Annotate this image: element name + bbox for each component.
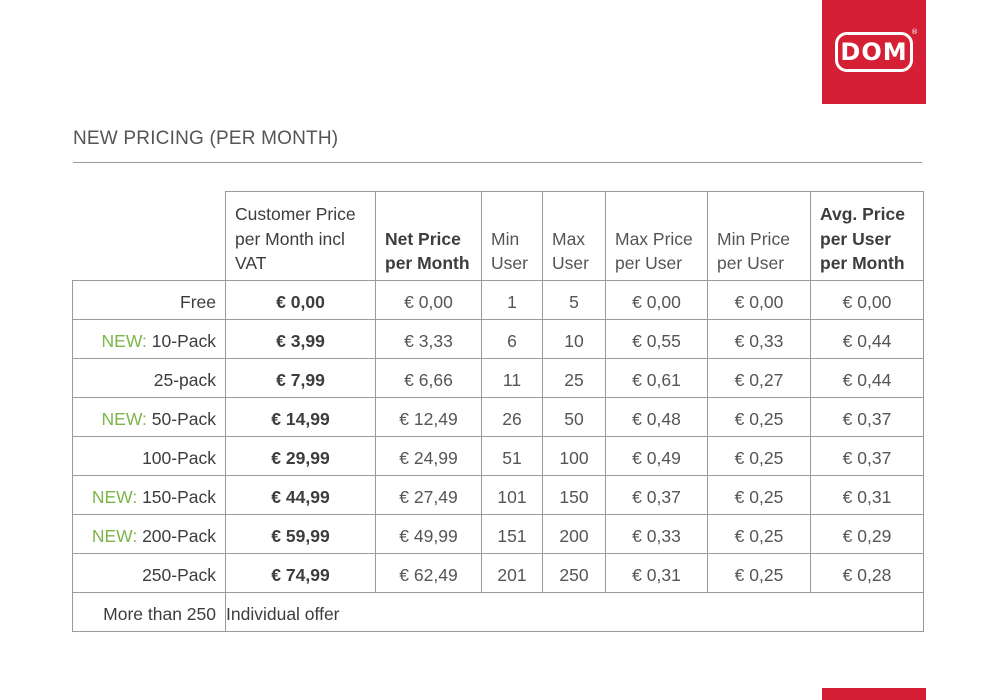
title-divider <box>73 162 922 163</box>
net-price-cell: € 6,66 <box>376 358 482 397</box>
net-price-cell: € 27,49 <box>376 475 482 514</box>
new-badge: NEW: <box>101 408 147 429</box>
max-price-user-cell: € 0,33 <box>606 514 708 553</box>
header-row <box>73 192 924 281</box>
plan-name: 150-Pack <box>142 486 216 507</box>
plan-name: 250-Pack <box>142 564 216 585</box>
table-row <box>73 319 924 358</box>
max-user-cell: 100 <box>543 436 606 475</box>
max-price-user-cell: € 0,31 <box>606 553 708 592</box>
logo-text: DOM <box>840 38 908 66</box>
dom-logo-badge <box>835 28 919 72</box>
plan-label <box>73 397 226 436</box>
customer-price-cell: € 14,99 <box>226 397 376 436</box>
plan-name: 10-Pack <box>151 330 216 351</box>
min-price-user-cell: € 0,25 <box>708 397 811 436</box>
min-user-cell: 11 <box>482 358 543 397</box>
net-price-cell: € 24,99 <box>376 436 482 475</box>
max-price-user-cell: € 0,37 <box>606 475 708 514</box>
plan-name: Free <box>180 291 216 312</box>
bottom-accent-bar <box>822 688 926 700</box>
min-price-user-cell: € 0,00 <box>708 280 811 319</box>
min-user-cell: 6 <box>482 319 543 358</box>
customer-price-cell: € 44,99 <box>226 475 376 514</box>
min-price-user-cell: € 0,25 <box>708 514 811 553</box>
plan-label <box>73 475 226 514</box>
max-user-cell: 5 <box>543 280 606 319</box>
net-price-cell: € 3,33 <box>376 319 482 358</box>
header-avg-price-user: Avg. Price per User per Month <box>811 192 924 281</box>
plan-label <box>73 280 226 319</box>
header-corner <box>73 192 226 281</box>
avg-price-user-cell: € 0,44 <box>811 358 924 397</box>
table-row <box>73 514 924 553</box>
header-net-price: Net Price per Month <box>376 192 482 281</box>
customer-price-cell: € 7,99 <box>226 358 376 397</box>
table-row <box>73 358 924 397</box>
registered-mark: ® <box>911 28 919 36</box>
net-price-cell: € 62,49 <box>376 553 482 592</box>
max-user-cell: 10 <box>543 319 606 358</box>
customer-price-cell: € 3,99 <box>226 319 376 358</box>
max-user-cell: 50 <box>543 397 606 436</box>
customer-price-cell: € 0,00 <box>226 280 376 319</box>
min-price-user-cell: € 0,25 <box>708 553 811 592</box>
header-max-user: Max User <box>543 192 606 281</box>
min-user-cell: 201 <box>482 553 543 592</box>
header-min-user: Min User <box>482 192 543 281</box>
header-customer-price: Customer Price per Month incl VAT <box>226 192 376 281</box>
max-user-cell: 250 <box>543 553 606 592</box>
min-user-cell: 1 <box>482 280 543 319</box>
customer-price-cell: € 74,99 <box>226 553 376 592</box>
avg-price-user-cell: € 0,44 <box>811 319 924 358</box>
min-price-user-cell: € 0,25 <box>708 436 811 475</box>
avg-price-user-cell: € 0,37 <box>811 397 924 436</box>
new-badge: NEW: <box>91 525 138 546</box>
net-price-cell: € 0,00 <box>376 280 482 319</box>
min-price-user-cell: € 0,25 <box>708 475 811 514</box>
plan-name: 100-Pack <box>142 447 216 468</box>
net-price-cell: € 12,49 <box>376 397 482 436</box>
min-user-cell: 151 <box>482 514 543 553</box>
min-price-user-cell: € 0,27 <box>708 358 811 397</box>
plan-label <box>73 553 226 592</box>
table-row-more-than-250 <box>73 592 924 631</box>
max-price-user-cell: € 0,49 <box>606 436 708 475</box>
pricing-table <box>72 191 924 632</box>
avg-price-user-cell: € 0,00 <box>811 280 924 319</box>
table-row <box>73 397 924 436</box>
new-badge: NEW: <box>91 486 138 507</box>
plan-label <box>73 436 226 475</box>
max-user-cell: 200 <box>543 514 606 553</box>
avg-price-user-cell: € 0,28 <box>811 553 924 592</box>
min-user-cell: 26 <box>482 397 543 436</box>
page-title: NEW PRICING (PER MONTH) <box>73 128 339 149</box>
max-price-user-cell: € 0,00 <box>606 280 708 319</box>
min-price-user-cell: € 0,33 <box>708 319 811 358</box>
plan-name: 200-Pack <box>142 525 216 546</box>
customer-price-cell: € 29,99 <box>226 436 376 475</box>
customer-price-cell: € 59,99 <box>226 514 376 553</box>
min-user-cell: 101 <box>482 475 543 514</box>
avg-price-user-cell: € 0,31 <box>811 475 924 514</box>
avg-price-user-cell: € 0,29 <box>811 514 924 553</box>
table-row <box>73 436 924 475</box>
plan-name: 50-Pack <box>151 408 216 429</box>
table-row <box>73 553 924 592</box>
avg-price-user-cell: € 0,37 <box>811 436 924 475</box>
table-body <box>73 280 924 631</box>
plan-label <box>73 358 226 397</box>
plan-label <box>73 514 226 553</box>
max-price-user-cell: € 0,48 <box>606 397 708 436</box>
plan-label: More than 250 <box>73 592 226 631</box>
plan-name: 25-pack <box>153 369 216 390</box>
header-min-price-user: Min Price per User <box>708 192 811 281</box>
max-user-cell: 150 <box>543 475 606 514</box>
table-row <box>73 280 924 319</box>
individual-offer-cell: Individual offer <box>226 592 924 631</box>
dom-logo <box>822 0 926 104</box>
new-badge: NEW: <box>101 330 147 351</box>
plan-label <box>73 319 226 358</box>
max-price-user-cell: € 0,55 <box>606 319 708 358</box>
net-price-cell: € 49,99 <box>376 514 482 553</box>
max-price-user-cell: € 0,61 <box>606 358 708 397</box>
max-user-cell: 25 <box>543 358 606 397</box>
header-max-price-user: Max Price per User <box>606 192 708 281</box>
table-row <box>73 475 924 514</box>
min-user-cell: 51 <box>482 436 543 475</box>
